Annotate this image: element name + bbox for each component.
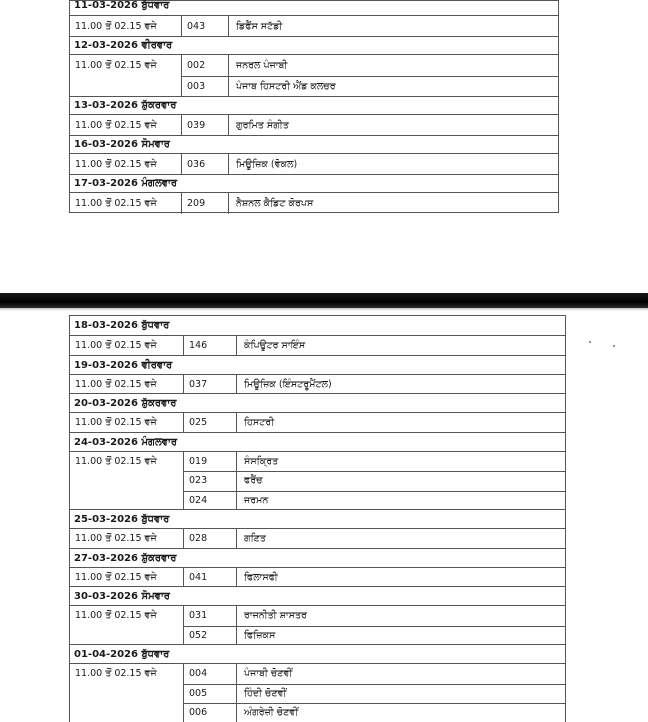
day-header-row [70,316,565,335]
subject-name: ਕੰਪਿਊਟਰ ਸਾਇੰਸ [244,340,306,352]
exam-slot-block [70,567,565,587]
subject-name: ਸੰਸਕ੍ਰਿਤ [244,455,279,467]
datesheet-table-2 [69,315,566,722]
column-divider [181,16,182,37]
column-divider [236,375,237,395]
column-divider [236,568,237,588]
exam-slot-block [70,528,565,548]
column-divider [181,154,182,175]
exam-date: 20-03-2026 ਸ਼ੁੱਕਰਵਾਰ [74,398,177,409]
scan-speck [589,341,591,343]
scan-speck [613,345,615,347]
exam-date: 16-03-2026 ਸੋਮਵਾਰ [74,139,171,150]
subject-code: 003 [187,81,206,92]
subject-code: 005 [189,687,208,699]
page-gap [0,293,648,308]
exam-slot-block [70,335,565,355]
exam-date: 30-03-2026 ਸੋਮਵਾਰ [74,591,171,602]
day-header-row [70,548,565,567]
subject-name: ਅੰਗਰੇਜ਼ੀ ਚੋਣਵੀਂ [244,707,299,719]
subject-name: ਡਿਫੈਂਸ ਸਟੱਡੀ [236,21,283,32]
exam-slot-block [70,15,558,36]
column-divider [183,452,184,511]
exam-date: 01-04-2026 ਬੁੱਧਵਾਰ [74,649,170,660]
subject-code: 002 [187,60,206,71]
day-header-row [70,509,565,528]
day-header-row [70,644,565,663]
subject-name: ਜਰਮਨ [244,494,269,506]
subject-code: 025 [189,417,208,429]
subject-name: ਹਿਸਟਰੀ [244,417,275,429]
day-header-row [70,586,565,605]
subject-name: ਫਿਲਾਸਫੀ [244,571,278,583]
gap-shadow [0,308,648,311]
page-top [0,0,648,293]
exam-slot-block [70,54,558,96]
subject-name: ਜਨਰਲ ਪੰਜਾਬੀ [236,60,288,71]
column-divider [236,664,237,722]
day-header-row [70,135,558,153]
subject-name: ਪੰਜਾਬ ਹਿਸਟਰੀ ਐਂਡ ਕਲਚਰ [236,81,336,92]
day-header-row [70,355,565,374]
subject-code: 024 [189,494,208,506]
subject-code: 052 [189,629,208,641]
exam-slot-block [70,605,565,644]
exam-slot-block [70,192,558,213]
subject-code: 146 [189,340,208,352]
column-divider [183,375,184,395]
exam-date: 25-03-2026 ਬੁੱਧਵਾਰ [74,514,170,525]
exam-date: 18-03-2026 ਬੁੱਧਵਾਰ [74,320,170,331]
day-header-row [70,393,565,412]
exam-time: 11.00 ਤੋਂ 02.15 ਵਜੇ [75,21,157,32]
subject-name: ਮਿਊਜ਼ਿਕ (ਵੋਕਲ) [236,159,298,170]
subject-separator [183,626,565,627]
exam-time: 11.00 ਤੋਂ 02.15 ਵਜੇ [75,159,157,170]
exam-slot-block [70,412,565,432]
exam-time: 11.00 ਤੋਂ 02.15 ਵਜੇ [75,120,157,131]
exam-time: 11.00 ਤੋਂ 02.15 ਵਜੇ [75,455,157,467]
exam-date: 11-03-2026 ਬੁੱਧਵਾਰ [74,0,170,11]
column-divider [228,16,229,37]
column-divider [181,193,182,214]
exam-slot-block [70,114,558,135]
column-divider [183,529,184,549]
subject-name: ਨੈਸ਼ਨਲ ਕੈਡਿਟ ਕੋਰਪਸ [236,198,314,209]
column-divider [183,413,184,433]
exam-time: 11.00 ਤੋਂ 02.15 ਵਜੇ [75,533,157,545]
exam-time: 11.00 ਤੋਂ 02.15 ਵਜੇ [75,198,157,209]
subject-name: ਗੁਰਮਿਤ ਸੰਗੀਤ [236,120,289,131]
column-divider [236,529,237,549]
column-divider [228,154,229,175]
subject-name: ਮਿਊਜ਼ਿਕ (ਇੰਸਟਰੂਮੈਂਟਲ) [244,378,332,390]
datesheet-table-1 [69,0,559,213]
exam-date: 27-03-2026 ਸ਼ੁੱਕਰਵਾਰ [74,552,177,564]
exam-time: 11.00 ਤੋਂ 02.15 ਵਜੇ [75,60,157,71]
subject-name: ਪੰਜਾਬੀ ਚੋਣਵੀਂ [244,668,293,680]
subject-name: ਫਰੈਂਚ [244,475,263,487]
exam-slot-block [70,153,558,174]
subject-separator [183,491,565,492]
subject-code: 043 [187,21,206,32]
exam-time: 11.00 ਤੋਂ 02.15 ਵਜੇ [75,417,157,429]
page-bottom [0,308,648,722]
exam-date: 19-03-2026 ਵੀਰਵਾਰ [74,359,173,371]
subject-code: 039 [187,120,206,131]
subject-code: 028 [189,533,208,545]
exam-time: 11.00 ਤੋਂ 02.15 ਵਜੇ [75,571,157,583]
subject-code: 031 [189,610,208,622]
column-divider [228,193,229,214]
subject-code: 037 [189,378,208,390]
column-divider [228,115,229,136]
exam-date: 24-03-2026 ਮੰਗਲਵਾਰ [74,436,178,448]
exam-time: 11.00 ਤੋਂ 02.15 ਵਜੇ [75,378,157,390]
day-header-row [70,36,558,54]
subject-code: 004 [189,668,208,680]
exam-date: 17-03-2026 ਮੰਗਲਵਾਰ [74,178,178,189]
column-divider [183,336,184,356]
exam-slot-block [70,374,565,394]
column-divider [236,336,237,356]
subject-code: 036 [187,159,206,170]
subject-name: ਰਾਜਨੀਤੀ ਸ਼ਾਸਤਰ [244,610,307,622]
subject-code: 041 [189,571,208,583]
subject-name: ਫਿਜ਼ਿਕਸ [244,629,276,641]
subject-code: 209 [187,198,206,209]
exam-date: 12-03-2026 ਵੀਰਵਾਰ [74,40,173,51]
day-header-row [70,432,565,451]
subject-code: 019 [189,455,208,467]
day-header-row [70,96,558,114]
day-header-row [70,0,558,15]
subject-name: ਗਣਿਤ [244,533,266,545]
subject-separator [183,471,565,472]
column-divider [236,413,237,433]
column-divider [181,115,182,136]
subject-separator [183,684,565,685]
exam-date: 13-03-2026 ਸ਼ੁੱਕਰਵਾਰ [74,100,177,111]
exam-time: 11.00 ਤੋਂ 02.15 ਵਜੇ [75,610,157,622]
subject-separator [183,703,565,704]
column-divider [236,452,237,511]
subject-code: 023 [189,475,208,487]
subject-name: ਹਿੰਦੀ ਚੋਣਵੀਂ [244,687,287,699]
day-header-row [70,174,558,192]
exam-time: 11.00 ਤੋਂ 02.15 ਵਜੇ [75,340,157,352]
column-divider [183,664,184,722]
exam-time: 11.00 ਤੋਂ 02.15 ਵਜੇ [75,668,157,680]
exam-slot-block [70,663,565,722]
column-divider [183,568,184,588]
subject-code: 006 [189,707,208,719]
exam-slot-block [70,451,565,510]
